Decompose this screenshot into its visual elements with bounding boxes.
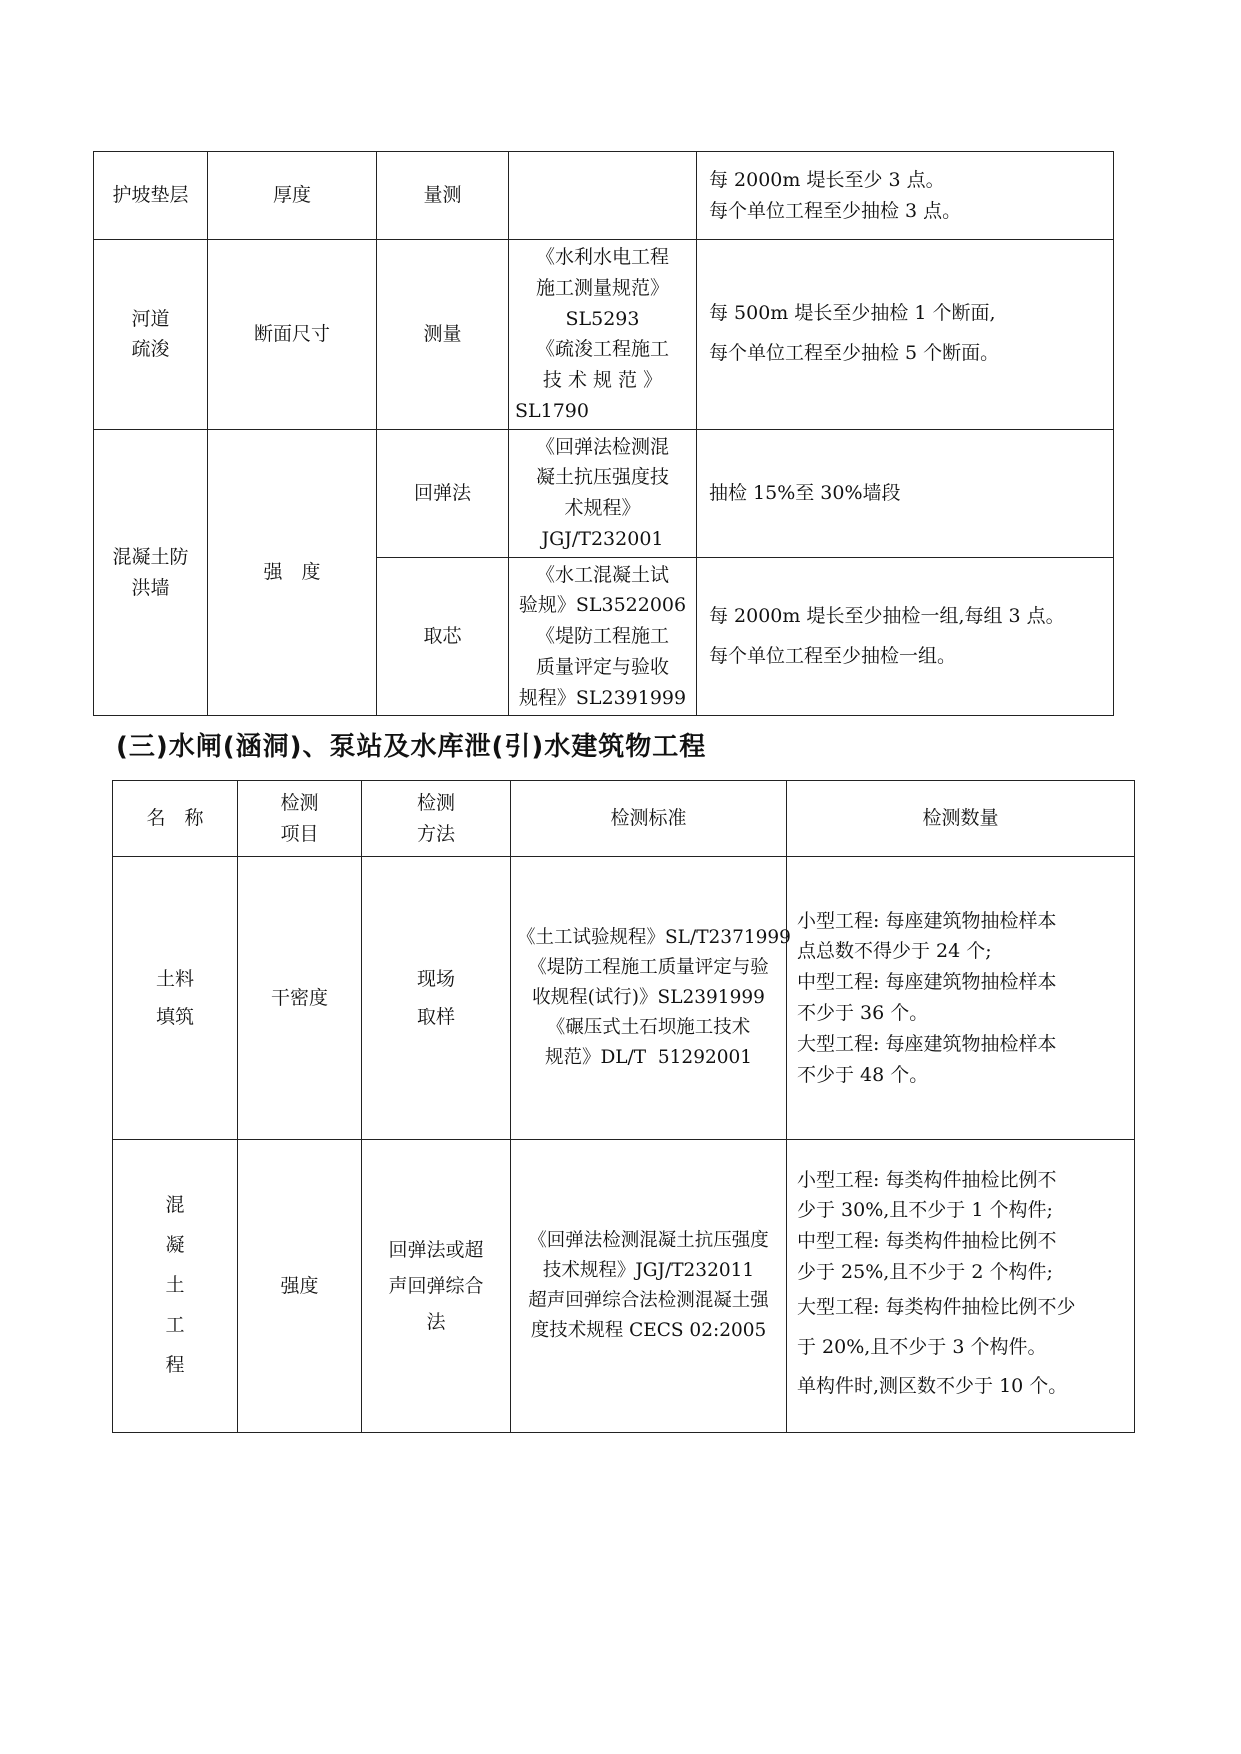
standard-line: 《土工试验规程》SL/T2371999: [517, 927, 791, 949]
method-cell: 测量: [377, 240, 509, 430]
header-line: 检测: [280, 791, 319, 814]
quantity-line: 每个单位工程至少抽检 3 点。: [709, 199, 962, 222]
method-cell: [362, 1140, 511, 1433]
quantity-line: 每 2000m 堤长至少 3 点。: [709, 168, 945, 191]
name-line: 凝: [165, 1234, 185, 1257]
table-row: [94, 429, 1114, 557]
method-line: 法: [426, 1311, 446, 1334]
item-cell: 断面尺寸: [208, 240, 377, 430]
quantity-line: 每 2000m 堤长至少抽检一组,每组 3 点。: [709, 604, 1065, 627]
header-name: 名 称: [113, 781, 238, 857]
standard-line: 度技术规程 CECS 02:2005: [530, 1319, 767, 1341]
inspection-table-continued: [93, 151, 1114, 716]
method-line: 现场: [416, 968, 455, 990]
name-line: 混: [165, 1194, 185, 1217]
quantity-line: 单构件时,测区数不少于 10 个。: [797, 1375, 1068, 1398]
quantity-line: 于 20%,且不少于 3 个构件。: [797, 1335, 1047, 1358]
name-line: 土: [165, 1274, 185, 1297]
item-cell: 厚度: [208, 152, 377, 240]
table-header-row: [113, 781, 1135, 857]
standard-line: 《回弹法检测混: [535, 435, 669, 458]
quantity-line: 大型工程: 每类构件抽检比例不少: [797, 1295, 1076, 1318]
quantity-line: 大型工程: 每座建筑物抽检样本: [797, 1032, 1057, 1055]
standard-cell: [509, 429, 697, 557]
name-line: 土料: [155, 968, 194, 990]
item-cell: 强 度: [208, 429, 377, 716]
standard-line: 《水利水电工程: [535, 246, 669, 268]
standard-line: 质量评定与验收: [535, 655, 669, 678]
quantity-cell: [697, 152, 1114, 240]
method-cell: 取芯: [377, 557, 509, 716]
table-row: [113, 1140, 1135, 1433]
standard-line: 技 术 规 范 》: [542, 369, 663, 392]
quantity-line: 不少于 36 个。: [797, 1002, 929, 1024]
standard-line: 技术规程》JGJ/T232011: [542, 1260, 755, 1282]
quantity-line: 中型工程: 每座建筑物抽检样本: [797, 971, 1057, 994]
standard-cell: [511, 857, 791, 1140]
standard-cell: [509, 152, 697, 240]
quantity-cell: [697, 557, 1114, 716]
standard-line: 《堤防工程施工: [535, 625, 669, 648]
quantity-cell: [787, 1140, 1135, 1433]
name-line: 洪墙: [131, 576, 170, 599]
header-standard: 检测标准: [511, 781, 787, 857]
standard-line: 《回弹法检测混凝土抗压强度: [528, 1230, 769, 1252]
item-cell: 强度: [238, 1140, 362, 1433]
method-line: 回弹法或超: [388, 1238, 484, 1261]
standard-line: 术规程》: [564, 497, 641, 520]
name-line: 填筑: [155, 1006, 194, 1028]
standard-cell: [509, 557, 697, 716]
standard-cell: [511, 1140, 787, 1433]
standard-line: 凝土抗压强度技: [535, 466, 669, 489]
standard-line: SL5293: [565, 307, 640, 330]
name-line: 河道: [131, 307, 170, 330]
standard-line: 规范》DL/T 51292001: [544, 1046, 753, 1068]
quantity-line: 点总数不得少于 24 个;: [797, 940, 992, 963]
name-line: 程: [165, 1353, 185, 1376]
quantity-line: 每个单位工程至少抽检一组。: [709, 644, 957, 667]
standard-line: SL1790: [515, 399, 589, 422]
quantity-line: 每 500m 堤长至少抽检 1 个断面,: [709, 302, 996, 325]
standard-line: 收规程(试行)》SL2391999: [532, 987, 765, 1009]
quantity-line: 中型工程: 每类构件抽检比例不: [797, 1230, 1057, 1253]
standard-cell: [509, 240, 697, 430]
quantity-line: 小型工程: 每座建筑物抽检样本: [797, 909, 1057, 932]
standard-line: 规程》SL2391999: [518, 686, 687, 709]
table-row: [94, 240, 1114, 430]
method-cell: [362, 857, 511, 1140]
standard-line: JGJ/T232001: [541, 527, 664, 550]
standard-line: 施工测量规范》: [535, 276, 669, 299]
section-heading: (三)水闸(涵洞)、泵站及水库泄(引)水建筑物工程: [116, 732, 707, 762]
name-line: 疏浚: [131, 338, 170, 361]
method-line: 取样: [416, 1006, 455, 1028]
quantity-cell: [697, 240, 1114, 430]
header-line: 项目: [280, 822, 319, 845]
method-line: 声回弹综合: [388, 1274, 484, 1297]
table-row: [113, 857, 1135, 1140]
quantity-line: 少于 25%,且不少于 2 个构件;: [797, 1260, 1053, 1283]
header-method: [362, 781, 511, 857]
quantity-line: 少于 30%,且不少于 1 个构件;: [797, 1199, 1053, 1222]
quantity-cell: [787, 857, 1135, 1140]
inspection-table: [112, 780, 1135, 1433]
standard-line: 《水工混凝土试: [535, 563, 669, 586]
standard-line: 超声回弹综合法检测混凝土强: [528, 1290, 769, 1311]
header-item: [238, 781, 362, 857]
standard-line: 《碾压式土石坝施工技术: [546, 1016, 751, 1038]
name-cell: 护坡垫层: [94, 152, 208, 240]
name-cell: [94, 240, 208, 430]
quantity-cell: 抽检 15%至 30%墙段: [697, 429, 1114, 557]
header-line: 方法: [416, 822, 455, 845]
name-cell: [94, 429, 208, 716]
header-quantity: 检测数量: [787, 781, 1135, 857]
name-cell: [113, 857, 238, 1140]
header-line: 检测: [416, 791, 455, 814]
item-cell: 干密度: [238, 857, 362, 1140]
method-cell: 回弹法: [377, 429, 509, 557]
quantity-line: 不少于 48 个。: [797, 1063, 929, 1086]
quantity-line: 每个单位工程至少抽检 5 个断面。: [709, 342, 1000, 365]
name-line: 工: [165, 1313, 185, 1336]
name-line: 混凝土防: [112, 545, 189, 568]
table-row: [94, 152, 1114, 240]
standard-line: 《疏浚工程施工: [535, 338, 669, 361]
quantity-line: 小型工程: 每类构件抽检比例不: [797, 1168, 1057, 1191]
name-cell: [113, 1140, 238, 1433]
standard-line: 验规》SL3522006: [518, 594, 687, 617]
method-cell: 量测: [377, 152, 509, 240]
standard-line: 《堤防工程施工质量评定与验: [528, 957, 769, 979]
